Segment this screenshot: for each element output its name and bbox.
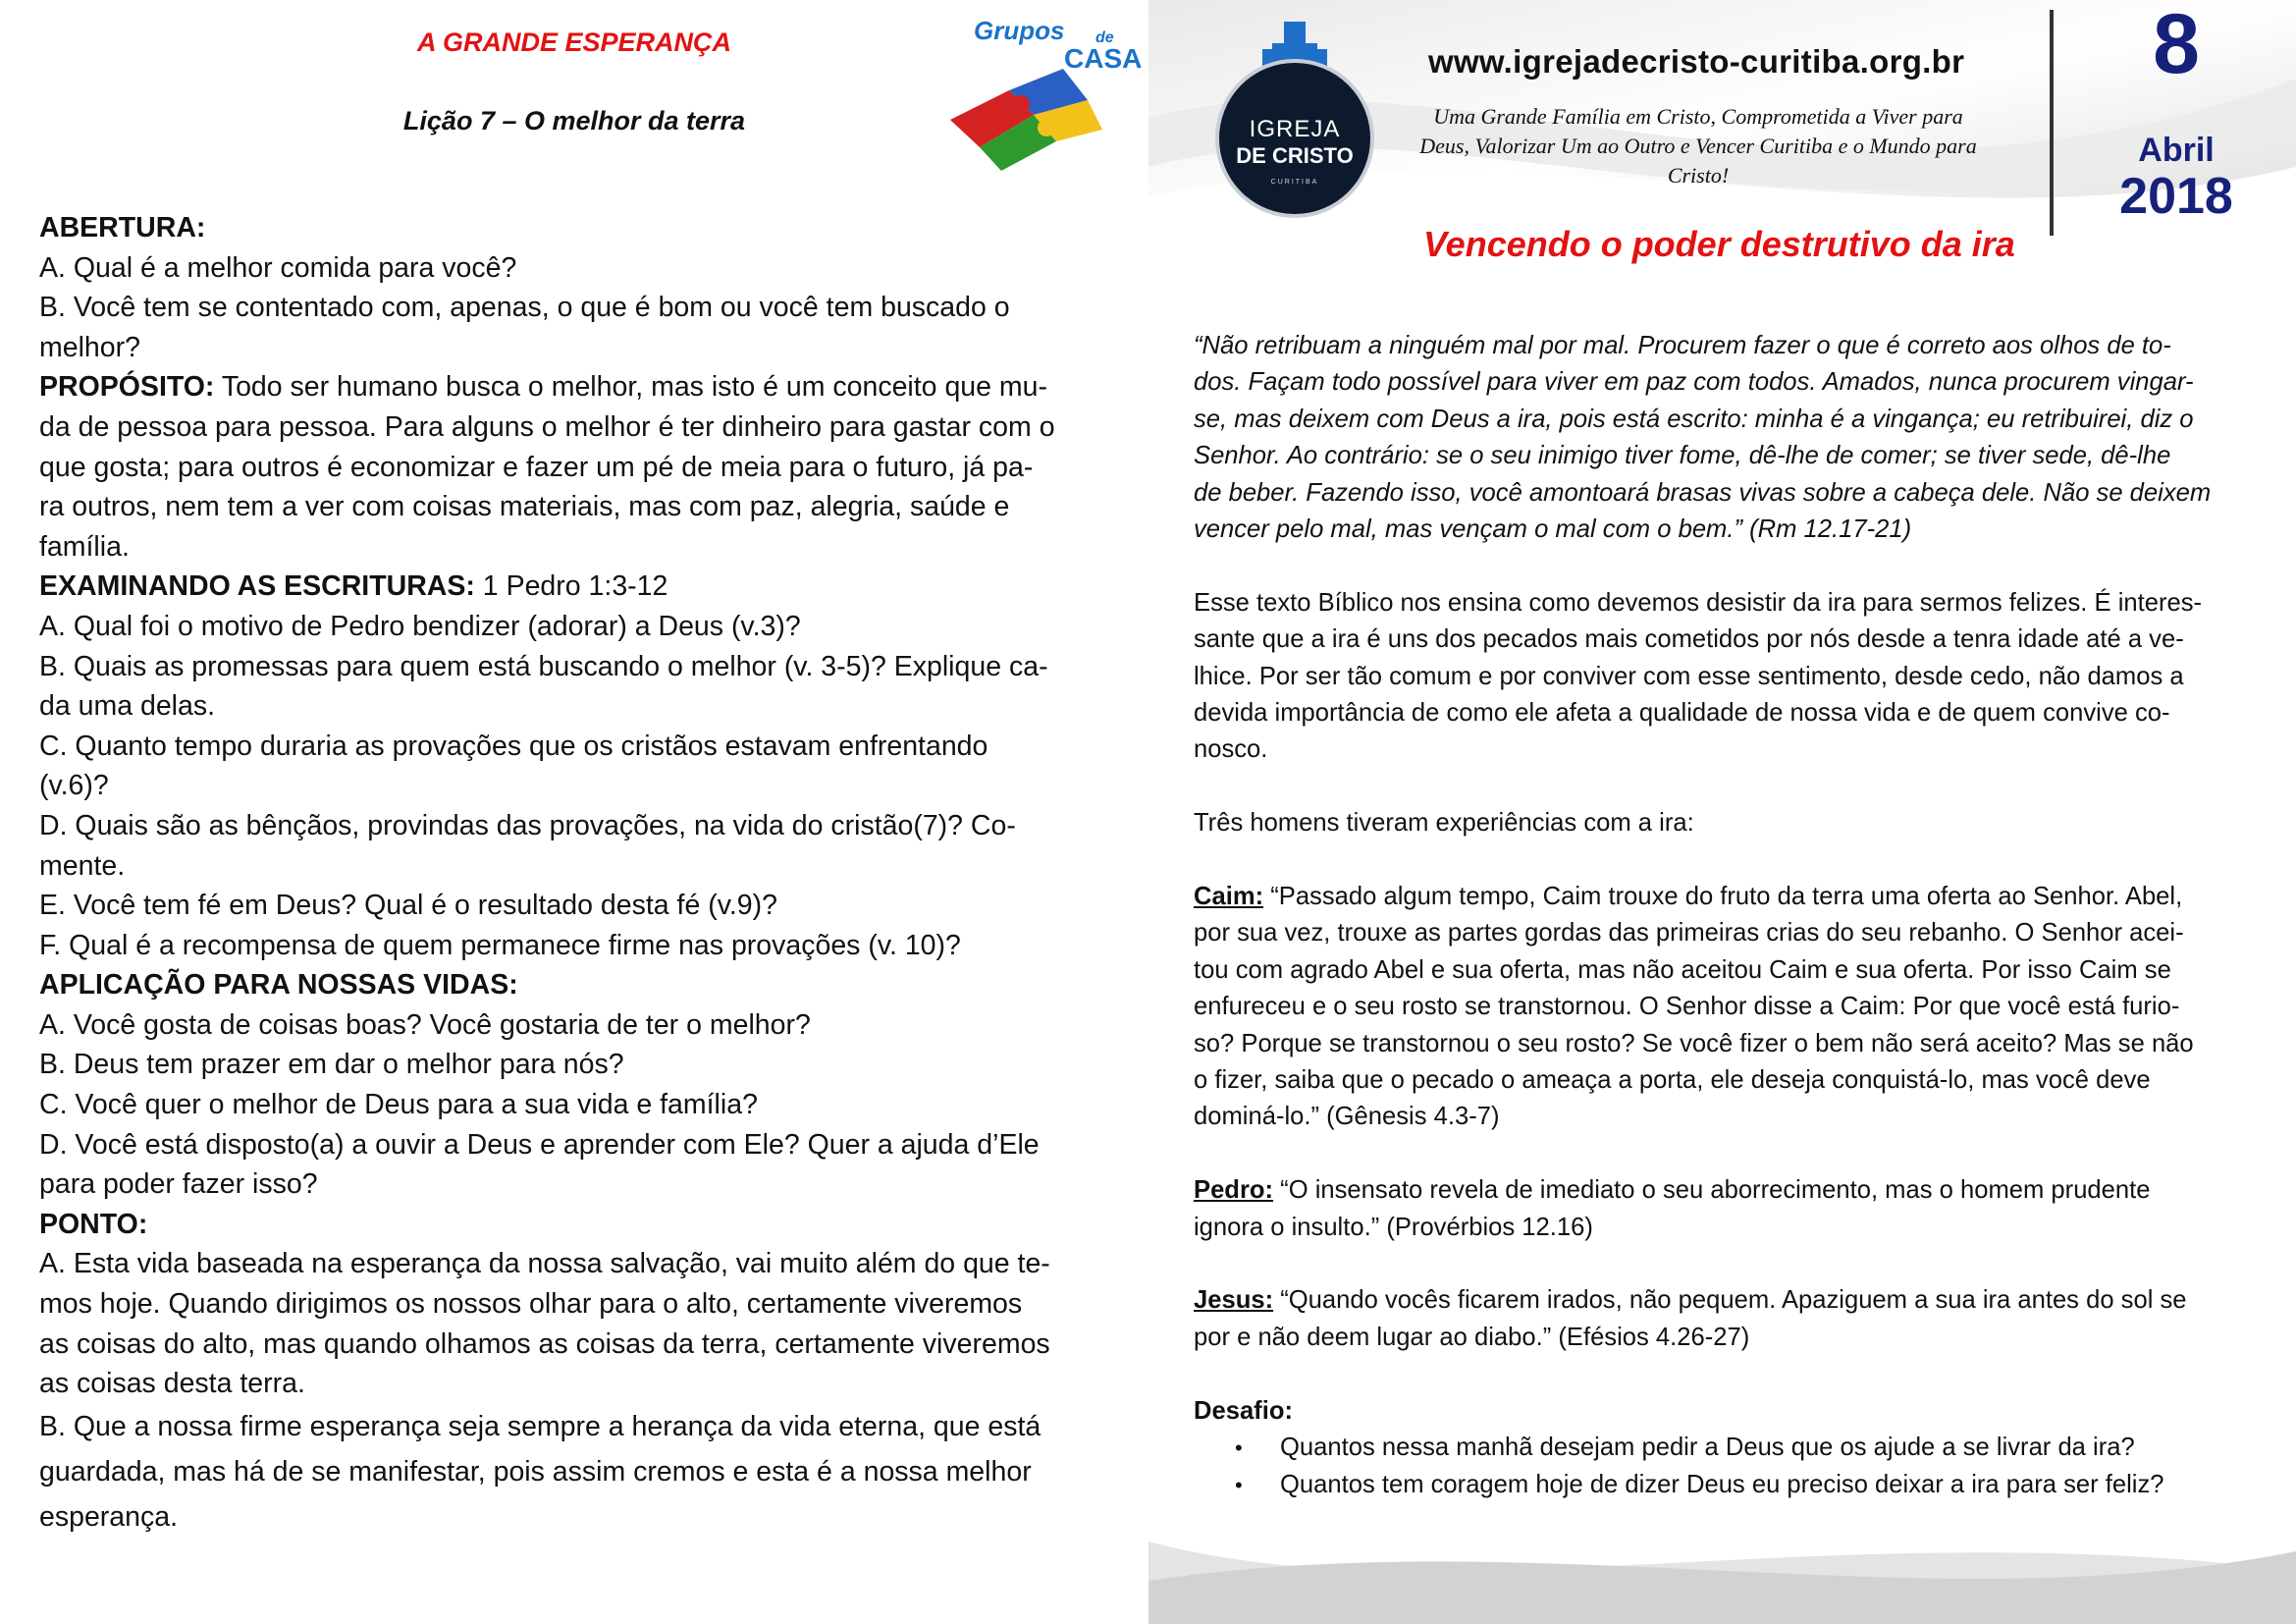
text-line-content: “Quando vocês ficarem irados, não pequem. Apaziguem a sua ira antes do sol se [1273,1286,2187,1315]
text-line-content: dominá-lo.” (Gênesis 4.3-7) [1194,1103,1500,1131]
lesson-line [39,686,1119,727]
section-heading: EXAMINANDO AS ESCRITURAS: [39,570,475,603]
jesus-paragraph [1194,1282,2273,1356]
lesson-line-text: B. Deus tem prazer em dar o melhor para nós? [39,1049,624,1081]
logo-line-de-cristo: DE CRISTO [1236,143,1354,168]
text-line: vencer pelo mal, mas vençam o mal com o bem.” (Rm 12.17-21) [1194,515,1912,544]
text-line-content: “O insensato revela de imediato o seu aborrecimento, mas o homem prudente [1273,1176,2151,1205]
text-line: Esse texto Bíblico nos ensina como devemos desistir da ira para sermos felizes. É interes- [1194,588,2203,617]
lesson-line-text: melhor? [39,331,140,363]
lesson-line [39,527,1119,568]
grupos-de-casa-logo [940,10,1147,182]
logo-line-curitiba: CURITIBA [1270,179,1319,186]
text-line [1194,1320,2273,1356]
text-line: lhice. Por ser tão comum e por conviver com esse sentimento, desde cedo, não damos a [1194,662,2184,690]
caim-paragraph [1194,879,2273,1136]
church-tagline: Uma Grande Família em Cristo, Comprometida a Viver para Deus, Valorizar Um ao Outro e Vencer Curitiba e o Mundo para Cristo! [1419,104,1977,188]
footer-swoosh-background [1148,1512,2296,1624]
logo-line-igreja: IGREJA [1249,116,1341,142]
text-line [1194,879,2273,915]
text-line [1194,952,2273,989]
lesson-line-text: mos hoje. Quando dirigimos os nossos olhar para o alto, certamente viveremos [39,1288,1023,1321]
lesson-title: Lição 7 – O melhor da terra [402,106,746,135]
lesson-line [39,1364,1119,1404]
intro-paragraph [1194,585,2273,769]
jesus-name: Jesus: [1194,1286,1274,1315]
pedro-paragraph [1194,1172,2273,1246]
lesson-line [39,1125,1119,1165]
text-line: se, mas deixem com Deus a ira, pois está escrito: minha é a vingança; eu retribuirei, diz o [1194,405,2194,433]
lesson-line-text: as coisas desta terra. [39,1368,305,1400]
lesson-line-text: C. Quanto tempo duraria as provações que os cristãos estavam enfrentando [39,730,988,762]
igreja-de-cristo-logo [1215,22,1382,228]
lesson-line [39,1205,1119,1245]
text-line [1194,989,2273,1025]
text-line-content: ignora o insulto.” (Provérbios 12.16) [1194,1213,1593,1241]
lesson-line [39,288,1119,328]
lesson-line [39,965,1119,1005]
lesson-line-text: A. Você gosta de coisas boas? Você gostaria de ter o melhor? [39,1008,811,1041]
section-heading: PONTO: [39,1208,148,1240]
text-line-content: o fizer, saiba que o pecado o ameaça a porta, ele deseja conquistá-lo, mas você deve [1194,1066,2151,1095]
lesson-line-text: E. Você tem fé em Deus? Qual é o resultado desta fé (v.9)? [39,890,777,922]
lesson-line-text: C. Você quer o melhor de Deus para a sua vida e família? [39,1089,758,1121]
lesson-line-text: A. Qual é a melhor comida para você? [39,251,517,284]
text-line-content: por e não deem lugar ao diabo.” (Efésios 4.26-27) [1194,1323,1750,1351]
lesson-line [39,1005,1119,1046]
text-line-content: por sua vez, trouxe as partes gordas das primeiras crias do seu rebanho. O Senhor acei- [1194,919,2184,947]
lesson-line [39,1284,1119,1325]
bullet-icon: • [1235,1435,1243,1461]
lesson-line [39,1164,1119,1205]
sermon-body [1194,328,2273,1503]
lesson-line-text: Todo ser humano busca o melhor, mas isto é um conceito que mu- [214,371,1048,404]
lesson-line-text: D. Você está disposto(a) a ouvir a Deus e aprender com Ele? Quer a ajuda d’Ele [39,1128,1040,1161]
desafio-item-text: Quantos nessa manhã desejam pedir a Deus que os ajude a se livrar da ira? [1280,1434,2135,1462]
pedro-name: Pedro: [1194,1176,1274,1205]
lesson-line-text: B. Quais as promessas para quem está buscando o melhor (v. 3-5)? Explique ca- [39,650,1048,682]
lesson-line [39,1045,1119,1085]
date-year: 2018 [2119,168,2233,225]
lesson-line [39,1085,1119,1125]
website-url: www.igrejadecristo-curitiba.org.br [1428,43,1965,80]
desafio-item [1194,1467,2273,1503]
lesson-line-text: para poder fazer isso? [39,1168,318,1201]
text-line [1194,1282,2273,1319]
lesson-line [39,1244,1119,1284]
lesson-line-text: B. Você tem se contentado com, apenas, o que é bom ou você tem buscado o [39,292,1010,324]
lesson-line [39,248,1119,289]
text-line [1194,1026,2273,1062]
text-line: devida importância de como ele afeta a qualidade de nossa vida e de quem convive co- [1194,699,2170,728]
lesson-line-text: (v.6)? [39,770,109,802]
lesson-line [39,647,1119,687]
right-page [1148,0,2296,1624]
lesson-line-text: as coisas do alto, mas quando olhamos as coisas da terra, certamente viveremos [39,1327,1050,1360]
lesson-line [39,367,1119,407]
lesson-line [39,487,1119,527]
logo-grupos-text: Grupos [974,16,1065,45]
text-line: sante que a ira é uns dos pecados mais cometidos por nós desde a tenra idade até a ve- [1194,625,2184,654]
lesson-line-text: ra outros, nem tem a ver com coisas materiais, mas com paz, alegria, saúde e [39,491,1010,523]
text-line-content: enfureceu e o seu rosto se transtornou. O Senhor disse a Caim: Por que você está furio- [1194,993,2180,1021]
text-line: Senhor. Ao contrário: se o seu inimigo tiver fome, dê-lhe de comer; se tiver sede, dê-lhe [1194,442,2171,470]
lesson-body [39,208,1119,1540]
text-line: dos. Façam todo possível para viver em paz com todos. Amados, nunca procurem vingar- [1194,368,2194,397]
lesson-line: B. Que a nossa firme esperança seja sempre a herança da vida eterna, que está [39,1410,1041,1442]
lesson-line [39,806,1119,846]
lesson-line [39,926,1119,966]
caim-name: Caim: [1194,883,1264,911]
lesson-line-text: família. [39,530,130,563]
lesson-line [39,607,1119,647]
puzzle-pieces-icon [940,61,1107,179]
lesson-line [39,727,1119,767]
lesson-line [39,886,1119,926]
lesson-line-text: A. Qual foi o motivo de Pedro bendizer (adorar) a Deus (v.3)? [39,610,801,642]
lesson-line [39,1325,1119,1365]
text-line [1194,915,2273,951]
lesson-line [39,567,1119,607]
section-heading: ABERTURA: [39,212,206,244]
text-line-content: so? Porque se transtornou o seu rosto? Se você fizer o bem não será aceito? Mas se não [1194,1029,2194,1057]
lesson-series-title: A GRANDE ESPERANÇA [416,27,732,57]
logo-casa-text: CASA [1064,43,1143,74]
lesson-line-text: que gosta; para outros é economizar e fazer um pé de meia para o futuro, já pa- [39,451,1034,483]
lesson-line [39,328,1119,368]
text-line [1194,1172,2273,1209]
lesson-line: esperança. [39,1500,179,1533]
logo-de-text: de [1095,29,1114,46]
lesson-line [39,846,1119,887]
three-men-line: Três homens tiveram experiências com a ira: [1194,809,1694,838]
text-line [1194,1099,2273,1135]
lesson-line-text: A. Esta vida baseada na esperança da nossa salvação, vai muito além do que te- [39,1248,1050,1280]
bullet-icon: • [1235,1472,1243,1497]
section-heading: PROPÓSITO: [39,371,215,404]
desafio-heading: Desafio: [1194,1396,1293,1425]
desafio-list [1194,1430,2273,1503]
lesson-line [39,407,1119,448]
scripture-quote [1194,328,2273,548]
desafio-item-text: Quantos tem coragem hoje de dizer Deus eu preciso deixar a ira para ser feliz? [1280,1470,2164,1498]
lesson-line-text: da uma delas. [39,690,216,723]
date-day: 8 [2153,0,2200,91]
lesson-line-text: mente. [39,849,126,882]
lesson-line [39,448,1119,488]
sermon-title: Vencendo o poder destrutivo da ira [1423,224,2015,264]
lesson-line-text: D. Quais são as bênçãos, provindas das provações, na vida do cristão(7)? Co- [39,809,1016,841]
lesson-line-text: 1 Pedro 1:3-12 [474,570,668,603]
section-heading: APLICAÇÃO PARA NOSSAS VIDAS: [39,969,518,1001]
text-line-content: “Passado algum tempo, Caim trouxe do fruto da terra uma oferta ao Senhor. Abel, [1263,883,2183,911]
text-line: nosco. [1194,735,1268,764]
date-box [2050,0,2296,236]
desafio-item [1194,1430,2273,1466]
lesson-line [39,208,1119,248]
lesson-line: guardada, mas há de se manifestar, pois assim cremos e esta é a nossa melhor [39,1455,1032,1488]
lesson-line-text: F. Qual é a recompensa de quem permanece firme nas provações (v. 10)? [39,929,961,961]
text-line-content: tou com agrado Abel e sua oferta, mas não aceitou Caim e sua oferta. Por isso Caim se [1194,955,2171,984]
text-line: de beber. Fazendo isso, você amontoará brasas vivas sobre a cabeça dele. Não se deixem [1194,478,2212,507]
text-line [1194,1210,2273,1246]
lesson-line [39,766,1119,806]
text-line: “Não retribuam a ninguém mal por mal. Procurem fazer o que é correto aos olhos de to- [1194,332,2171,359]
lesson-line-text: da de pessoa para pessoa. Para alguns o melhor é ter dinheiro para gastar com o [39,410,1055,443]
date-month: Abril [2138,132,2215,169]
text-line [1194,1062,2273,1099]
